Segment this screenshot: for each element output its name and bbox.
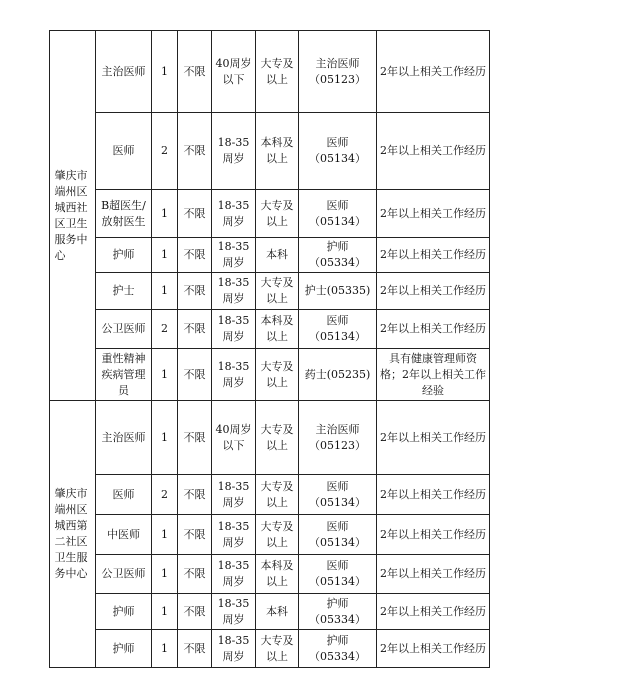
table-row: [50, 190, 490, 238]
post-cell: 护师: [96, 594, 152, 630]
gender-cell: 不限: [178, 273, 212, 310]
title-cell: 医师（05134）: [299, 310, 377, 349]
count-cell: 2: [152, 113, 178, 190]
requirement-cell: 2年以上相关工作经历: [377, 238, 490, 273]
title-cell: 医师（05134）: [299, 555, 377, 594]
title-cell: 护师（05334）: [299, 594, 377, 630]
count-cell: 1: [152, 515, 178, 555]
age-cell: 18-35周岁: [212, 594, 256, 630]
title-cell: 护师（05334）: [299, 630, 377, 668]
title-cell: 医师（05134）: [299, 113, 377, 190]
post-cell: 医师: [96, 475, 152, 515]
requirement-cell: 2年以上相关工作经历: [377, 475, 490, 515]
age-cell: 18-35周岁: [212, 630, 256, 668]
table-row: [50, 31, 490, 113]
count-cell: 1: [152, 273, 178, 310]
requirement-cell: 具有健康管理师资格；2年以上相关工作经验: [377, 349, 490, 401]
count-cell: 1: [152, 555, 178, 594]
gender-cell: 不限: [178, 113, 212, 190]
count-cell: 1: [152, 630, 178, 668]
title-cell: 护士(05335): [299, 273, 377, 310]
education-cell: 大专及以上: [256, 630, 299, 668]
table-row: [50, 555, 490, 594]
table-row: [50, 630, 490, 668]
age-cell: 18-35周岁: [212, 310, 256, 349]
table-row: [50, 475, 490, 515]
unit-name-cell: [50, 401, 96, 668]
recruitment-table: [49, 30, 490, 668]
count-cell: 2: [152, 310, 178, 349]
count-cell: 2: [152, 475, 178, 515]
age-cell: 40周岁以下: [212, 31, 256, 113]
title-cell: 医师（05134）: [299, 475, 377, 515]
post-cell: 护师: [96, 630, 152, 668]
count-cell: 1: [152, 349, 178, 401]
education-cell: 本科及以上: [256, 113, 299, 190]
table-row: [50, 238, 490, 273]
title-cell: 主治医师（05123）: [299, 401, 377, 475]
age-cell: 18-35周岁: [212, 475, 256, 515]
requirement-cell: 2年以上相关工作经历: [377, 555, 490, 594]
age-cell: 18-35周岁: [212, 273, 256, 310]
education-cell: 大专及以上: [256, 475, 299, 515]
table-row: [50, 515, 490, 555]
requirement-cell: 2年以上相关工作经历: [377, 310, 490, 349]
title-cell: 药士(05235): [299, 349, 377, 401]
education-cell: 大专及以上: [256, 515, 299, 555]
gender-cell: 不限: [178, 349, 212, 401]
education-cell: 大专及以上: [256, 349, 299, 401]
age-cell: 18-35周岁: [212, 238, 256, 273]
age-cell: 18-35周岁: [212, 190, 256, 238]
table-row: [50, 349, 490, 401]
unit-name: 肇庆市端州区城西社区卫生服务中心: [54, 168, 88, 262]
gender-cell: 不限: [178, 515, 212, 555]
post-cell: 主治医师: [96, 401, 152, 475]
post-cell: 中医师: [96, 515, 152, 555]
gender-cell: 不限: [178, 190, 212, 238]
count-cell: 1: [152, 594, 178, 630]
gender-cell: 不限: [178, 401, 212, 475]
title-cell: 医师（05134）: [299, 190, 377, 238]
age-cell: 18-35周岁: [212, 515, 256, 555]
gender-cell: 不限: [178, 238, 212, 273]
table-row: [50, 401, 490, 475]
gender-cell: 不限: [178, 594, 212, 630]
requirement-cell: 2年以上相关工作经历: [377, 31, 490, 113]
gender-cell: 不限: [178, 475, 212, 515]
requirement-cell: 2年以上相关工作经历: [377, 401, 490, 475]
requirement-cell: 2年以上相关工作经历: [377, 630, 490, 668]
count-cell: 1: [152, 238, 178, 273]
gender-cell: 不限: [178, 31, 212, 113]
education-cell: 大专及以上: [256, 273, 299, 310]
count-cell: 1: [152, 401, 178, 475]
requirement-cell: 2年以上相关工作经历: [377, 113, 490, 190]
post-cell: 护师: [96, 238, 152, 273]
unit-name-cell: [50, 31, 96, 401]
count-cell: 1: [152, 31, 178, 113]
age-cell: 18-35周岁: [212, 113, 256, 190]
requirement-cell: 2年以上相关工作经历: [377, 190, 490, 238]
post-cell: 护士: [96, 273, 152, 310]
gender-cell: 不限: [178, 310, 212, 349]
post-cell: 重性精神疾病管理员: [96, 349, 152, 401]
title-cell: 护师（05334）: [299, 238, 377, 273]
post-cell: B超医生/放射医生: [96, 190, 152, 238]
requirement-cell: 2年以上相关工作经历: [377, 515, 490, 555]
gender-cell: 不限: [178, 555, 212, 594]
requirement-cell: 2年以上相关工作经历: [377, 594, 490, 630]
education-cell: 大专及以上: [256, 190, 299, 238]
table-row: [50, 310, 490, 349]
age-cell: 40周岁以下: [212, 401, 256, 475]
unit-name: 肇庆市端州区城西第二社区卫生服务中心: [54, 487, 88, 580]
education-cell: 本科及以上: [256, 555, 299, 594]
count-cell: 1: [152, 190, 178, 238]
post-cell: 医师: [96, 113, 152, 190]
age-cell: 18-35周岁: [212, 555, 256, 594]
post-cell: 主治医师: [96, 31, 152, 113]
table-body: [50, 31, 490, 668]
table-row: [50, 594, 490, 630]
education-cell: 本科: [256, 238, 299, 273]
table-row: [50, 273, 490, 310]
post-cell: 公卫医师: [96, 555, 152, 594]
title-cell: 主治医师（05123）: [299, 31, 377, 113]
title-cell: 医师（05134）: [299, 515, 377, 555]
post-cell: 公卫医师: [96, 310, 152, 349]
education-cell: 大专及以上: [256, 31, 299, 113]
requirement-cell: 2年以上相关工作经历: [377, 273, 490, 310]
education-cell: 大专及以上: [256, 401, 299, 475]
education-cell: 本科: [256, 594, 299, 630]
age-cell: 18-35周岁: [212, 349, 256, 401]
table-row: [50, 113, 490, 190]
education-cell: 本科及以上: [256, 310, 299, 349]
gender-cell: 不限: [178, 630, 212, 668]
